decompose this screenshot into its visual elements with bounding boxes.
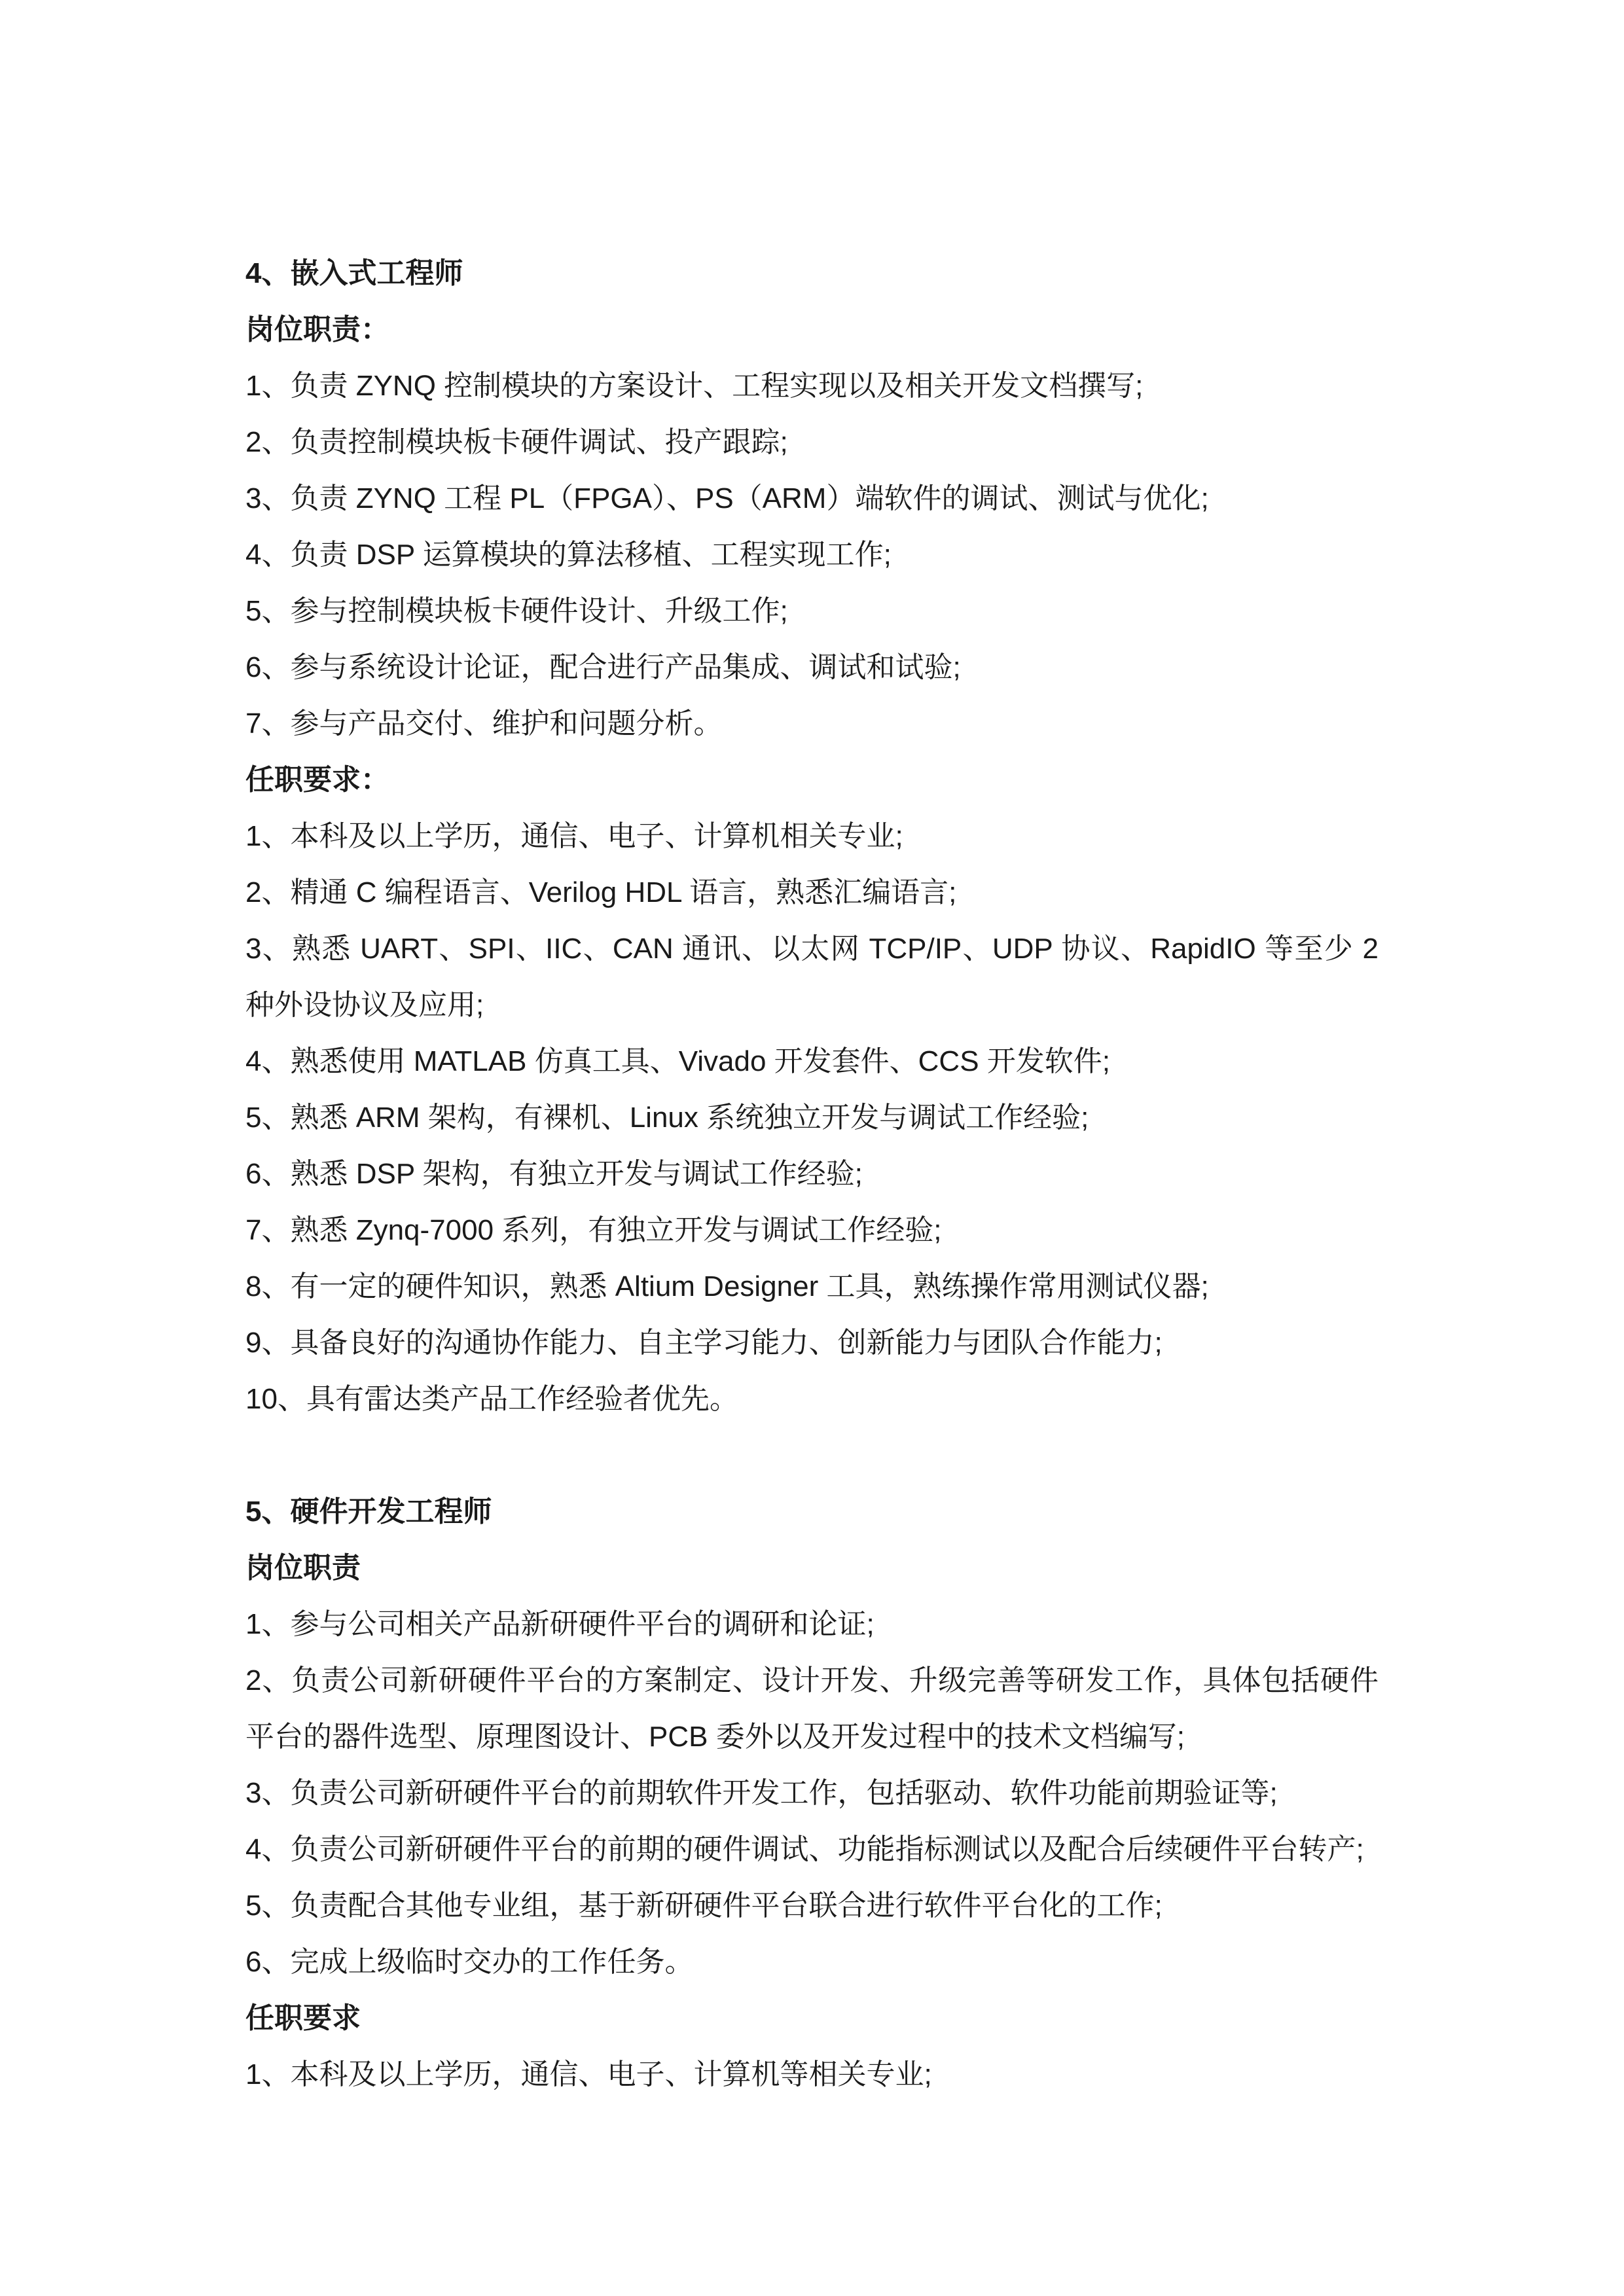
section-heading: 5、硬件开发工程师 <box>245 1496 492 1528</box>
blank-line <box>245 1427 1379 1484</box>
list-item: 3、负责 ZYNQ 工程 PL（FPGA）、PS（ARM）端软件的调试、测试与优化; <box>245 482 1209 514</box>
list-item: 1、本科及以上学历，通信、电子、计算机等相关专业; <box>245 2058 932 2090</box>
list-item: 6、熟悉 DSP 架构，有独立开发与调试工作经验; <box>245 1158 863 1190</box>
list-item: 6、完成上级临时交办的工作任务。 <box>245 1946 694 1978</box>
list-item: 1、参与公司相关产品新研硬件平台的调研和论证; <box>245 1608 875 1640</box>
list-item: 4、负责 DSP 运算模块的算法移植、工程实现工作; <box>245 539 892 571</box>
list-item: 6、参与系统设计论证，配合进行产品集成、调试和试验; <box>245 651 961 683</box>
list-item: 1、本科及以上学历，通信、电子、计算机相关专业; <box>245 820 903 852</box>
list-item: 5、负责配合其他专业组，基于新研硬件平台联合进行软件平台化的工作; <box>245 1890 1163 1922</box>
list-item: 2、负责控制模块板卡硬件调试、投产跟踪; <box>245 426 788 458</box>
list-item: 5、参与控制模块板卡硬件设计、升级工作; <box>245 595 788 627</box>
list-item: 2、精通 C 编程语言、Verilog HDL 语言，熟悉汇编语言; <box>245 876 957 908</box>
list-item: 5、熟悉 ARM 架构，有裸机、Linux 系统独立开发与调试工作经验; <box>245 1102 1089 1134</box>
list-item: 9、具备良好的沟通协作能力、自主学习能力、创新能力与团队合作能力; <box>245 1327 1163 1359</box>
section-heading: 4、嵌入式工程师 <box>245 257 463 289</box>
section-heading: 岗位职责 <box>245 1552 361 1584</box>
list-item: 3、熟悉 UART、SPI、IIC、CAN 通讯、以太网 TCP/IP、UDP 协议、RapidIO 等至少 2 种外设协议及应用; <box>245 933 1379 1021</box>
section-heading: 岗位职责： <box>245 314 389 346</box>
list-item: 1、负责 ZYNQ 控制模块的方案设计、工程实现以及相关开发文档撰写; <box>245 370 1144 402</box>
document-body <box>245 245 1379 2103</box>
list-item: 10、具有雷达类产品工作经验者优先。 <box>245 1383 738 1415</box>
list-item: 7、熟悉 Zynq-7000 系列，有独立开发与调试工作经验; <box>245 1214 942 1246</box>
list-item: 4、熟悉使用 MATLAB 仿真工具、Vivado 开发套件、CCS 开发软件; <box>245 1045 1111 1077</box>
section-heading: 任职要求： <box>245 764 389 796</box>
list-item: 4、负责公司新研硬件平台的前期的硬件调试、功能指标测试以及配合后续硬件平台转产; <box>245 1833 1364 1865</box>
list-item: 7、参与产品交付、维护和问题分析。 <box>245 708 723 740</box>
list-item: 8、有一定的硬件知识，熟悉 Altium Designer 工具，熟练操作常用测试仪器; <box>245 1270 1209 1302</box>
list-item: 3、负责公司新研硬件平台的前期软件开发工作，包括驱动、软件功能前期验证等; <box>245 1777 1278 1809</box>
list-item: 2、负责公司新研硬件平台的方案制定、设计开发、升级完善等研发工作，具体包括硬件平台的器件选型、原理图设计、PCB 委外以及开发过程中的技术文档编写; <box>245 1664 1379 1753</box>
section-heading: 任职要求 <box>245 2002 361 2034</box>
